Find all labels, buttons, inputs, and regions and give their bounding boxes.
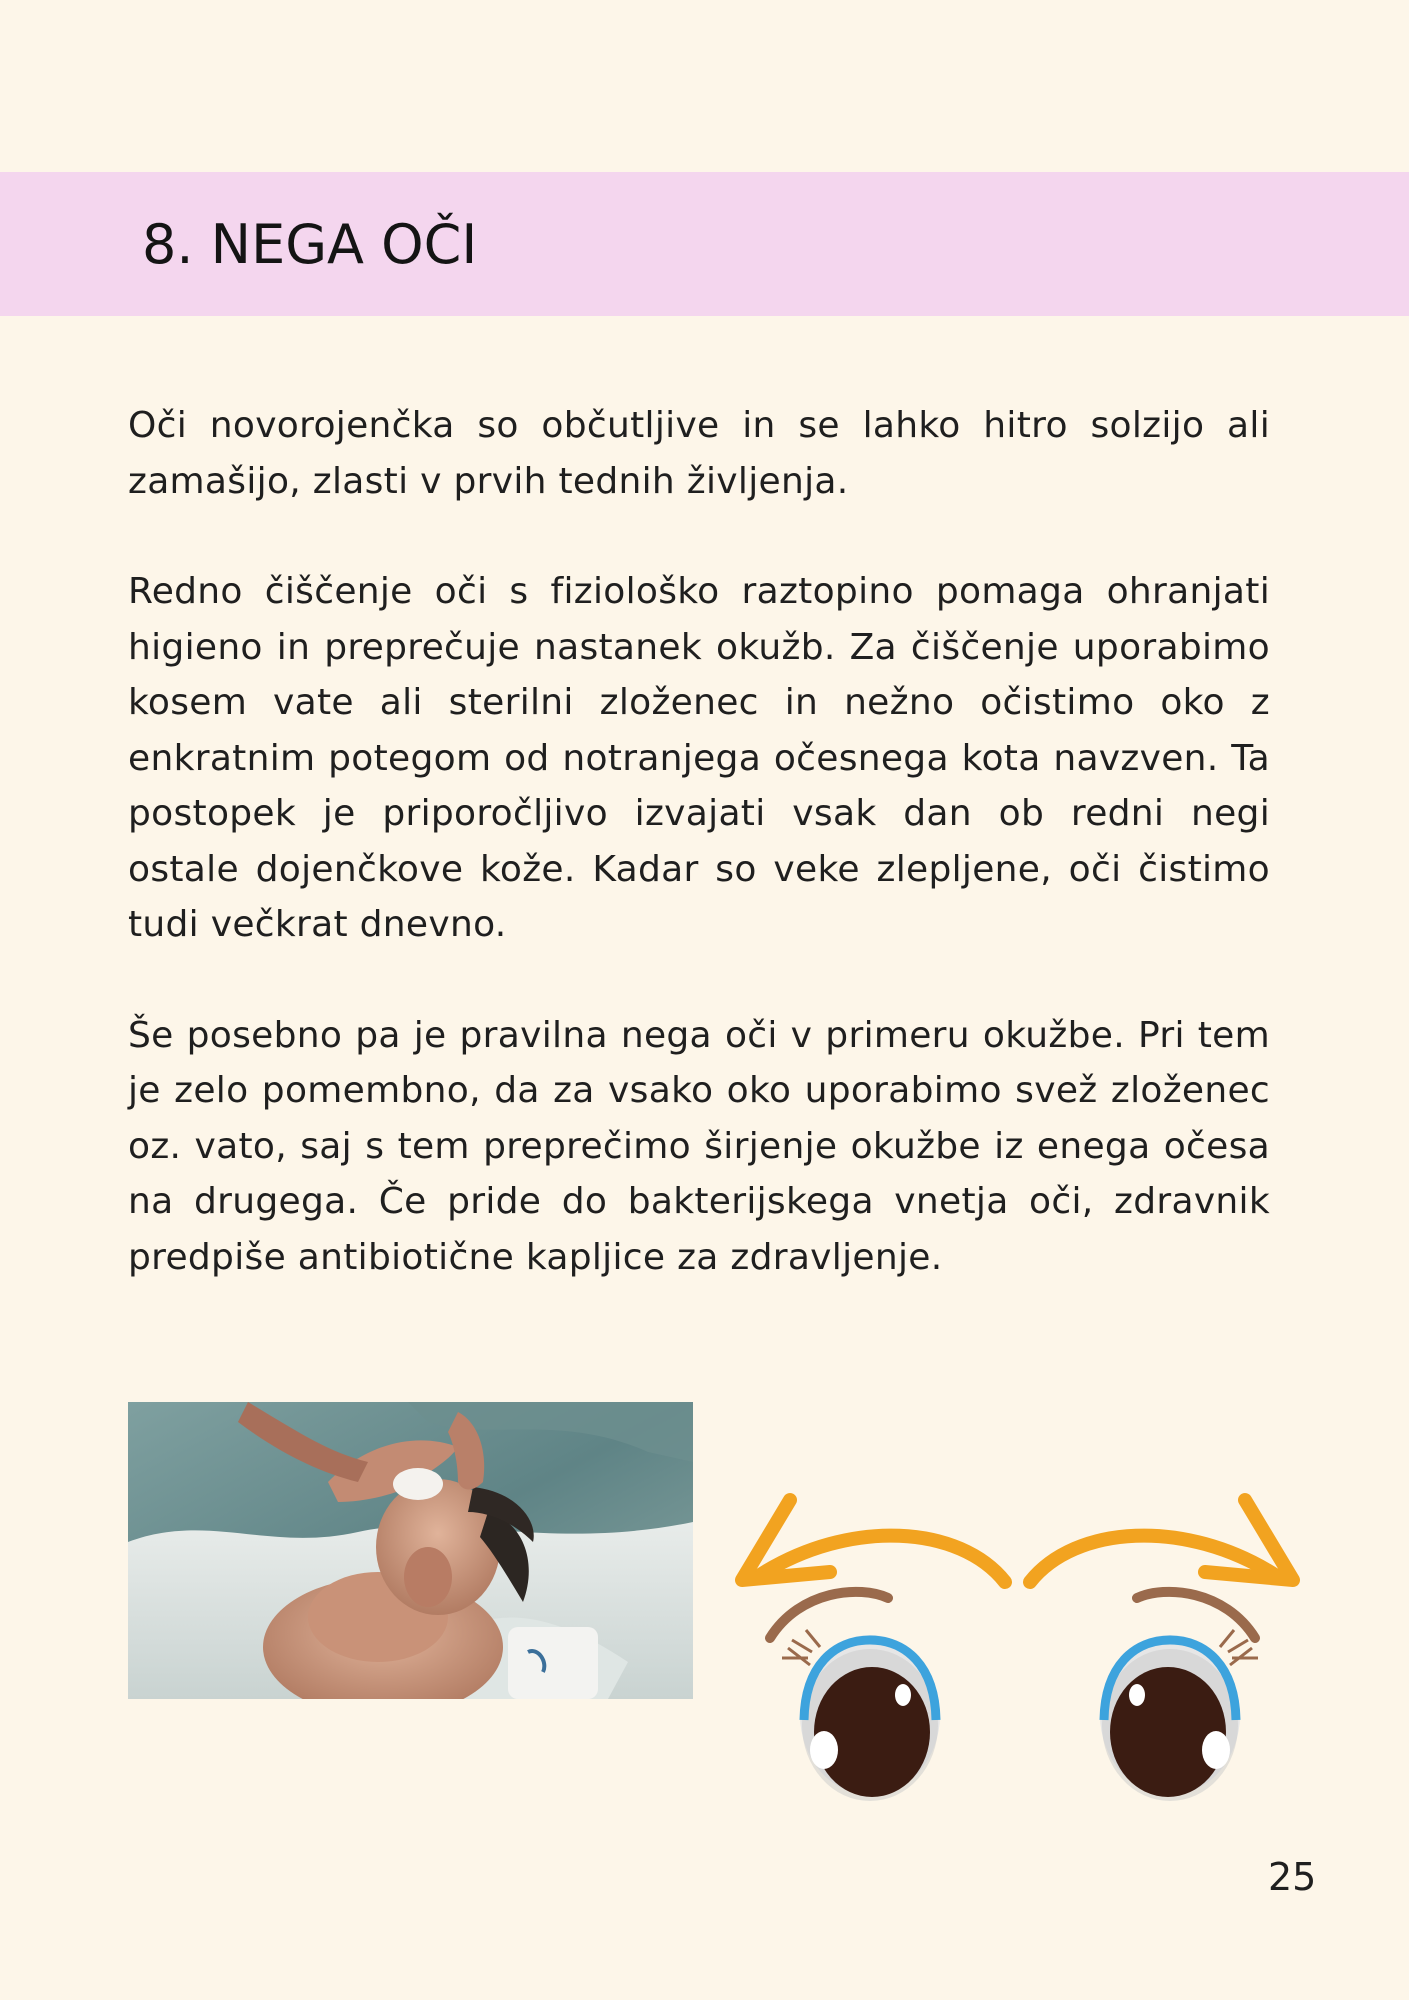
right-arrow-icon [1030,1500,1293,1582]
left-arrow-icon [742,1500,1005,1582]
right-eye-icon [1100,1630,1258,1801]
left-eye-icon [782,1630,940,1801]
baby-eye-cleaning-photo [128,1402,693,1699]
eyes-illustration [720,1480,1320,1820]
paragraph-intro: Oči novorojenčka so občutljive in se lahko hitro solzijo ali zamašijo, zlasti v prvih tednih življenja. [128,405,1270,502]
paragraph-infection: Še posebno pa je pravilna nega oči v primeru okužbe. Pri tem je zelo pomembno, da za vsako oko uporabimo svež zloženec oz. vato, saj s tem preprečimo širjenje okužbe iz enega očesa na drugega. Če pride do bakterijskega vnetja oči, zdravnik predpiše antibiotične kapljice za zdravljenje. [128,1014,1270,1278]
body-text [128,398,1270,1340]
left-eyebrow-icon [770,1592,888,1638]
page-title: 8. NEGA OČI [142,213,478,276]
paragraph-cleaning: Redno čiščenje oči s fiziološko raztopino pomaga ohranjati higieno in preprečuje nastanek okužb. Za čiščenje uporabimo kosem vate ali sterilni zloženec in nežno očistimo oko z enkratnim potegom od notranjega očesnega kota navzven. Ta postopek je priporočljivo izvajati vsak dan ob redni negi ostale dojenčkove kože. Kadar so veke zlepljene, oči čistimo tudi večkrat dnevno. [128,571,1270,945]
page-number: 25 [1268,1855,1317,1899]
right-eyebrow-icon [1137,1592,1255,1638]
